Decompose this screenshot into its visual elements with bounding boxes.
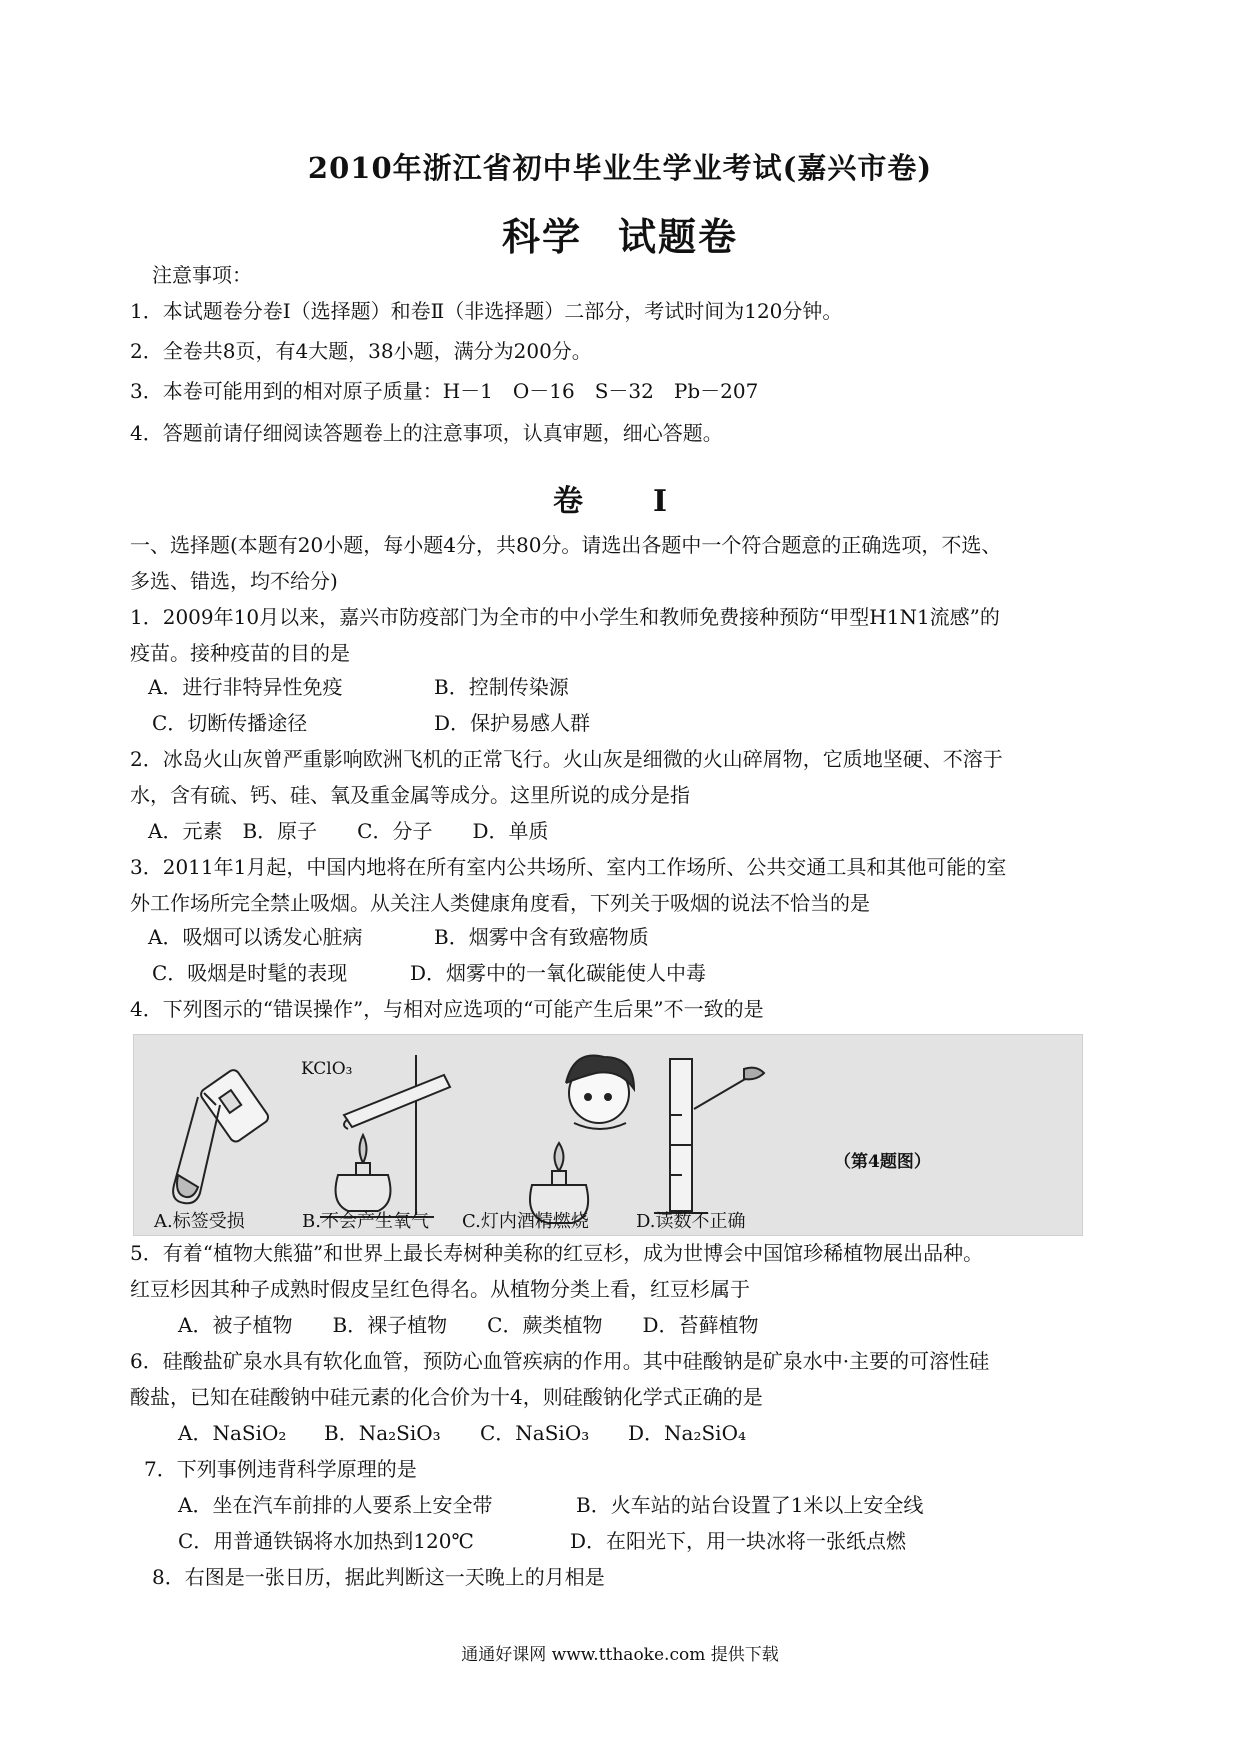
q6-option-b: B．Na₂SiO₃	[324, 1421, 441, 1445]
q2-line2: 水，含有硫、钙、硅、氧及重金属等成分。这里所说的成分是指	[130, 783, 690, 807]
page-footer: 通通好课网 www.tthaoke.com 提供下载	[461, 1645, 779, 1665]
q5-line2: 红豆杉因其种子成熟时假皮呈红色得名。从植物分类上看，红豆杉属于	[130, 1277, 750, 1301]
q1-option-d: D．保护易感人群	[434, 711, 591, 735]
figure-caption-d: D.读数不正确	[636, 1211, 746, 1232]
notice-heading: 注意事项：	[152, 263, 252, 287]
q7-option-a: A．坐在汽车前排的人要系上安全带	[178, 1493, 493, 1517]
q7-option-c: C．用普通铁锅将水加热到120℃	[178, 1529, 474, 1553]
graduated-cylinder-icon	[654, 1059, 708, 1213]
q1-option-a: A．进行非特异性免疫	[148, 675, 343, 699]
q6-line2: 酸盐，已知在硅酸钠中硅元素的化合价为十4，则硅酸钠化学式正确的是	[130, 1385, 763, 1409]
q1-option-c: C．切断传播途径	[152, 711, 308, 735]
q1-line2: 疫苗。接种疫苗的目的是	[130, 641, 350, 665]
section-intro-line2: 多选、错选，均不给分)	[130, 569, 338, 593]
q1-option-b: B．控制传染源	[434, 675, 569, 699]
q6-line1: 6．硅酸盐矿泉水具有软化血管，预防心血管疾病的作用。其中硅酸钠是矿泉水中·主要的可溶性硅	[130, 1349, 990, 1373]
figure-caption-c: C.灯内酒精燃烧	[462, 1211, 589, 1232]
figure-caption-b: B.不会产生氧气	[302, 1211, 429, 1232]
figure-caption: （第4题图）	[834, 1152, 931, 1172]
q7-option-d: D．在阳光下，用一块冰将一张纸点燃	[570, 1529, 907, 1553]
notice-item-3: 3．本卷可能用到的相对原子质量：H－1 O－16 S－32 Pb－207	[130, 379, 759, 403]
q8-line1: 8．右图是一张日历，据此判断这一天晚上的月相是	[152, 1565, 605, 1589]
alcohol-lamp-icon	[336, 1135, 391, 1211]
q4-figure	[133, 1034, 1083, 1236]
exam-subtitle	[0, 206, 1240, 261]
q1-line1: 1．2009年10月以来，嘉兴市防疫部门为全市的中小学生和教师免费接种预防“甲型H1N1流感”的	[130, 605, 1000, 629]
q2-line1: 2．冰岛火山灰曾严重影响欧洲飞机的正常飞行。火山灰是细微的火山碎屑物，它质地坚硬、不溶于	[130, 747, 1003, 771]
q2-options: A．元素 B．原子 C．分子 D．单质	[148, 819, 549, 843]
exam-title: 2010年浙江省初中毕业生学业考试(嘉兴市卷)	[307, 151, 933, 185]
q4-line1: 4．下列图示的“错误操作”，与相对应选项的“可能产生后果”不一致的是	[130, 997, 764, 1021]
q3-option-c: C．吸烟是时髦的表现	[152, 961, 348, 985]
subtitle-paper: 试题卷	[618, 214, 739, 259]
section-intro-line1: 一、选择题(本题有20小题，每小题4分，共80分。请选出各题中一个符合题意的正确选项，不选、	[130, 533, 1002, 557]
figure-caption-a: A.标签受损	[154, 1211, 245, 1232]
q6-option-c: C．NaSiO₃	[480, 1421, 590, 1445]
q5-options: A．被子植物 B．裸子植物 C．蕨类植物 D．苔藓植物	[178, 1313, 759, 1337]
notice-item-2: 2．全卷共8页，有4大题，38小题，满分为200分。	[130, 339, 592, 363]
notice-item-4: 4．答题前请仔细阅读答题卷上的注意事项，认真审题，细心答题。	[130, 421, 723, 445]
q4-illustration	[134, 1035, 1082, 1235]
q3-option-b: B．烟雾中含有致癌物质	[434, 925, 649, 949]
q5-line1: 5．有着“植物大熊猫”和世界上最长寿树种美称的红豆杉，成为世博会中国馆珍稀植物展出品种。	[130, 1241, 984, 1265]
q6-option-d: D．Na₂SiO₄	[628, 1421, 746, 1445]
q3-option-d: D．烟雾中的一氧化碳能使人中毒	[410, 961, 707, 985]
q3-line1: 3．2011年1月起，中国内地将在所有室内公共场所、室内工作场所、公共交通工具和其他可能的室	[130, 855, 1007, 879]
q7-line1: 7．下列事例违背科学原理的是	[144, 1457, 417, 1481]
eye-icon	[694, 1068, 764, 1109]
q3-line2: 外工作场所完全禁止吸烟。从关注人类健康角度看，下列关于吸烟的说法不恰当的是	[130, 891, 870, 915]
q7-option-b: B．火车站的站台设置了1米以上安全线	[576, 1493, 924, 1517]
pouring-bottle-icon	[199, 1068, 271, 1144]
notice-item-1: 1．本试题卷分卷Ⅰ（选择题）和卷Ⅱ（非选择题）二部分，考试时间为120分钟。	[130, 299, 843, 323]
section-title: 卷 Ⅰ	[552, 484, 688, 519]
girl-icon	[566, 1055, 634, 1129]
subtitle-subject: 科学	[501, 214, 582, 259]
q6-option-a: A．NaSiO₂	[178, 1421, 287, 1445]
kclo3-label: KClO₃	[301, 1059, 353, 1079]
q3-option-a: A．吸烟可以诱发心脏病	[148, 925, 363, 949]
